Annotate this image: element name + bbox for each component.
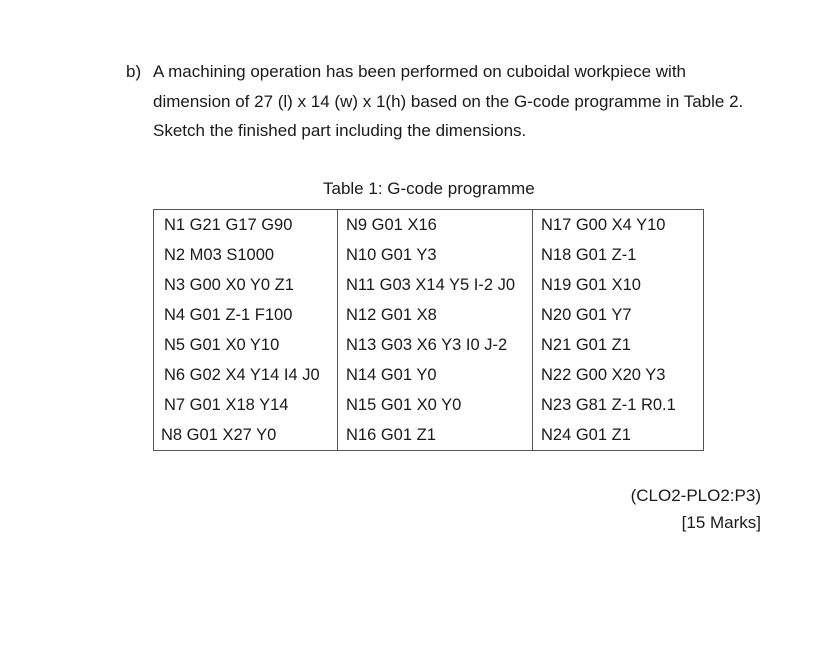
table-row xyxy=(154,210,704,241)
table-cell: N19 G01 X10 xyxy=(533,270,704,300)
table-row xyxy=(154,300,704,330)
question-label: b) xyxy=(126,62,142,81)
table-cell: N13 G03 X6 Y3 I0 J-2 xyxy=(338,330,533,360)
table-cell: N12 G01 X8 xyxy=(338,300,533,330)
question-line: Sketch the finished part including the dimensions. xyxy=(153,121,527,140)
table-row xyxy=(154,390,704,420)
table-cell: N24 G01 Z1 xyxy=(533,420,704,451)
table-row xyxy=(154,330,704,360)
table-cell: N6 G02 X4 Y14 I4 J0 xyxy=(154,360,338,390)
table-cell: N16 G01 Z1 xyxy=(338,420,533,451)
question-block xyxy=(126,57,786,146)
table-cell: N8 G01 X27 Y0 xyxy=(154,420,338,451)
table-cell: N23 G81 Z-1 R0.1 xyxy=(533,390,704,420)
table-cell: N15 G01 X0 Y0 xyxy=(338,390,533,420)
table-cell: N7 G01 X18 Y14 xyxy=(154,390,338,420)
table-cell: N2 M03 S1000 xyxy=(154,240,338,270)
question-line: A machining operation has been performed on cuboidal workpiece with xyxy=(153,62,686,81)
table-cell: N4 G01 Z-1 F100 xyxy=(154,300,338,330)
clo-reference: (CLO2-PLO2:P3) xyxy=(630,486,761,505)
table-cell: N3 G00 X0 Y0 Z1 xyxy=(154,270,338,300)
gcode-table xyxy=(153,209,704,451)
table-cell: N11 G03 X14 Y5 I-2 J0 xyxy=(338,270,533,300)
marks-total: [15 Marks] xyxy=(681,513,761,532)
question-line: dimension of 27 (l) x 14 (w) x 1(h) based on the G-code programme in Table 2. xyxy=(153,91,744,111)
table-cell: N18 G01 Z-1 xyxy=(533,240,704,270)
table-cell: N5 G01 X0 Y10 xyxy=(154,330,338,360)
table-cell: N20 G01 Y7 xyxy=(533,300,704,330)
table-cell: N1 G21 G17 G90 xyxy=(154,210,338,241)
marks-block xyxy=(631,482,761,536)
table-row xyxy=(154,420,704,451)
table-cell: N17 G00 X4 Y10 xyxy=(533,210,704,241)
table-cell: N9 G01 X16 xyxy=(338,210,533,241)
table-cell: N22 G00 X20 Y3 xyxy=(533,360,704,390)
table-row xyxy=(154,270,704,300)
table-caption: Table 1: G-code programme xyxy=(323,179,535,198)
table-cell: N10 G01 Y3 xyxy=(338,240,533,270)
table-cell: N14 G01 Y0 xyxy=(338,360,533,390)
table-cell: N21 G01 Z1 xyxy=(533,330,704,360)
question-text xyxy=(153,57,786,146)
table-row xyxy=(154,240,704,270)
table-row xyxy=(154,360,704,390)
